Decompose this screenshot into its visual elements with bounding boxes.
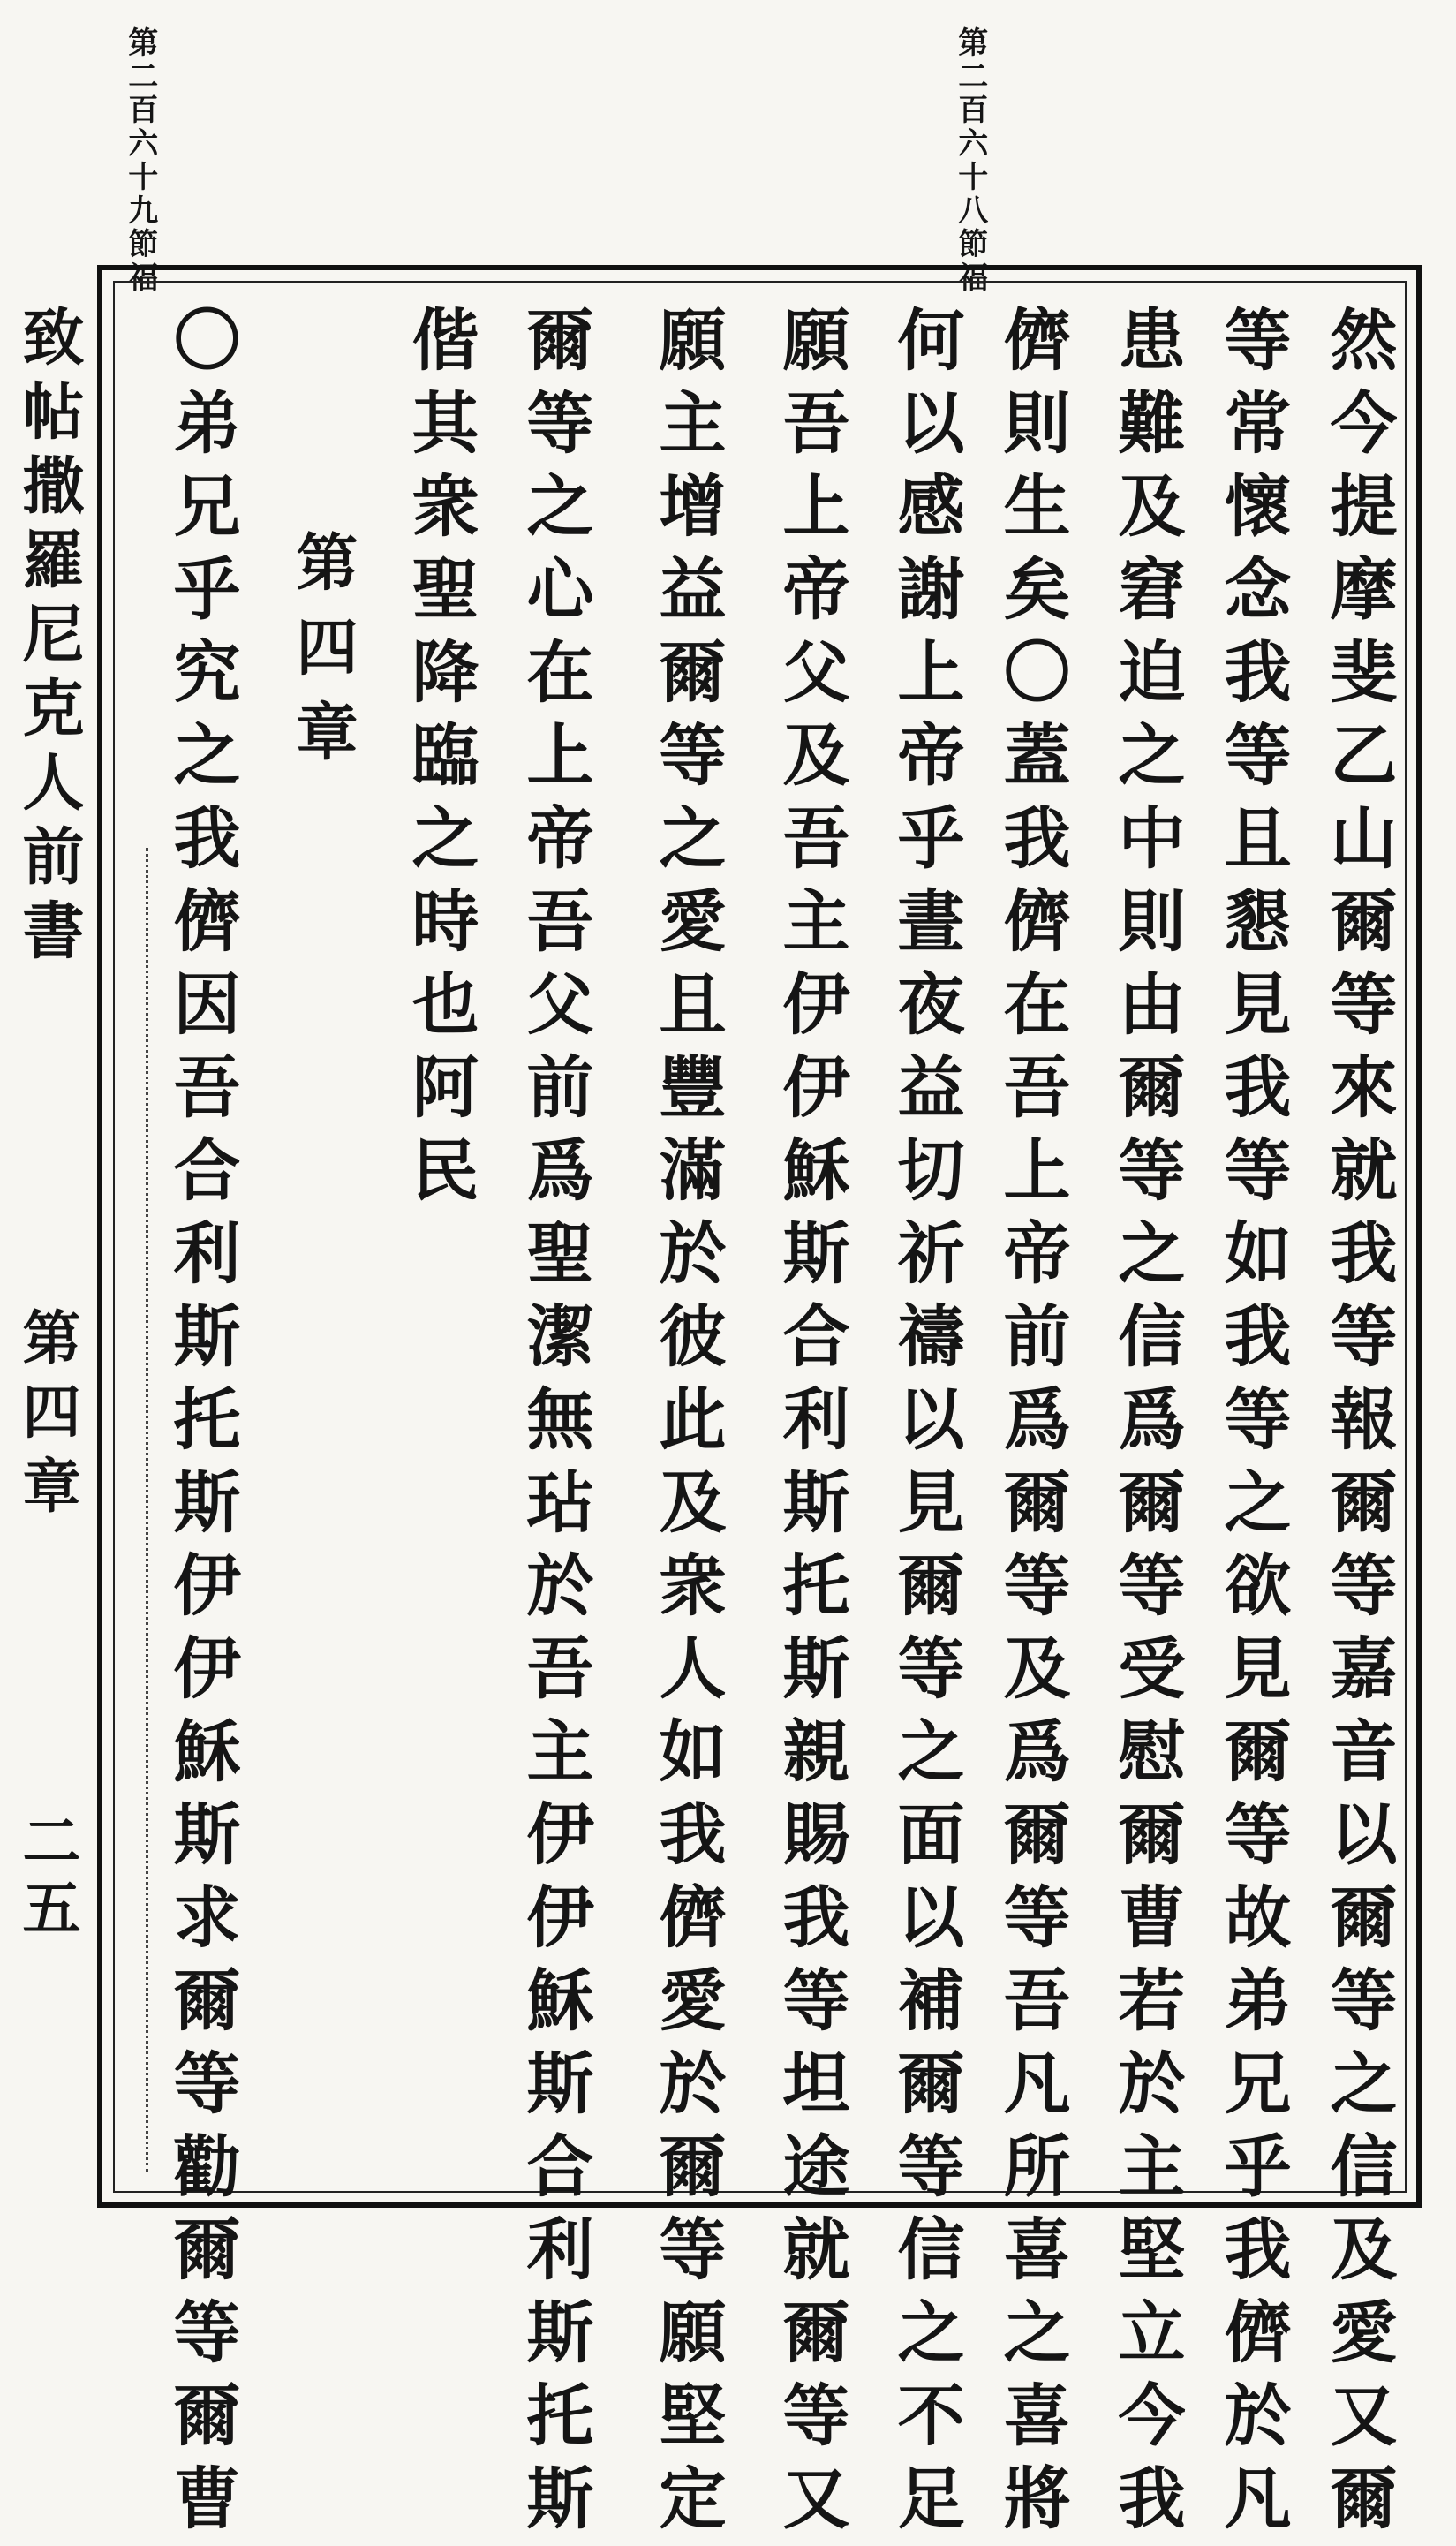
- text-column-8: 爾等之心在上帝吾父前爲聖潔無玷於吾主伊伊穌斯合利斯托斯: [516, 305, 594, 2546]
- text-column-5: 何以感謝上帝乎晝夜益切祈禱以見爾等之面以補爾等信之不足: [886, 305, 965, 2546]
- text-column-9: 偕其衆聖降臨之時也阿民: [401, 305, 479, 1218]
- text-column-11: 〇弟兄乎究之我儕因吾合利斯托斯伊伊穌斯求爾等勸爾等爾曹: [162, 305, 241, 2546]
- text-column-7: 願主增益爾等之愛且豐滿於彼此及衆人如我儕愛於爾等願堅定: [648, 305, 727, 2546]
- text-column-1: 然今提摩斐乙山爾等來就我等報爾等嘉音以爾等之信及愛又爾: [1319, 305, 1398, 2546]
- book-title-margin: 致帖撒羅尼克人前書: [12, 305, 86, 972]
- text-column-4: 儕則生矣〇蓋我儕在吾上帝前爲爾等及爲爾等吾凡所喜之喜將: [992, 305, 1071, 2546]
- text-column-3: 患難及窘迫之中則由爾等之信爲爾等受慰爾曹若於主堅立今我: [1107, 305, 1186, 2546]
- text-column-2: 等常懷念我等且懇見我等如我等之欲見爾等故弟兄乎我儕於凡: [1213, 305, 1292, 2546]
- header-note-left: 第二百六十九節福: [122, 26, 158, 295]
- margin-dotted-rule: [146, 848, 148, 2172]
- chapter-heading: 第四章: [286, 530, 359, 784]
- chapter-margin: 第四章: [12, 1307, 81, 1530]
- page-number: 二五: [12, 1810, 81, 1945]
- header-note-right: 第二百六十八節福: [952, 26, 988, 295]
- text-column-6: 願吾上帝父及吾主伊伊穌斯合利斯托斯親賜我等坦途就爾等又: [772, 305, 850, 2546]
